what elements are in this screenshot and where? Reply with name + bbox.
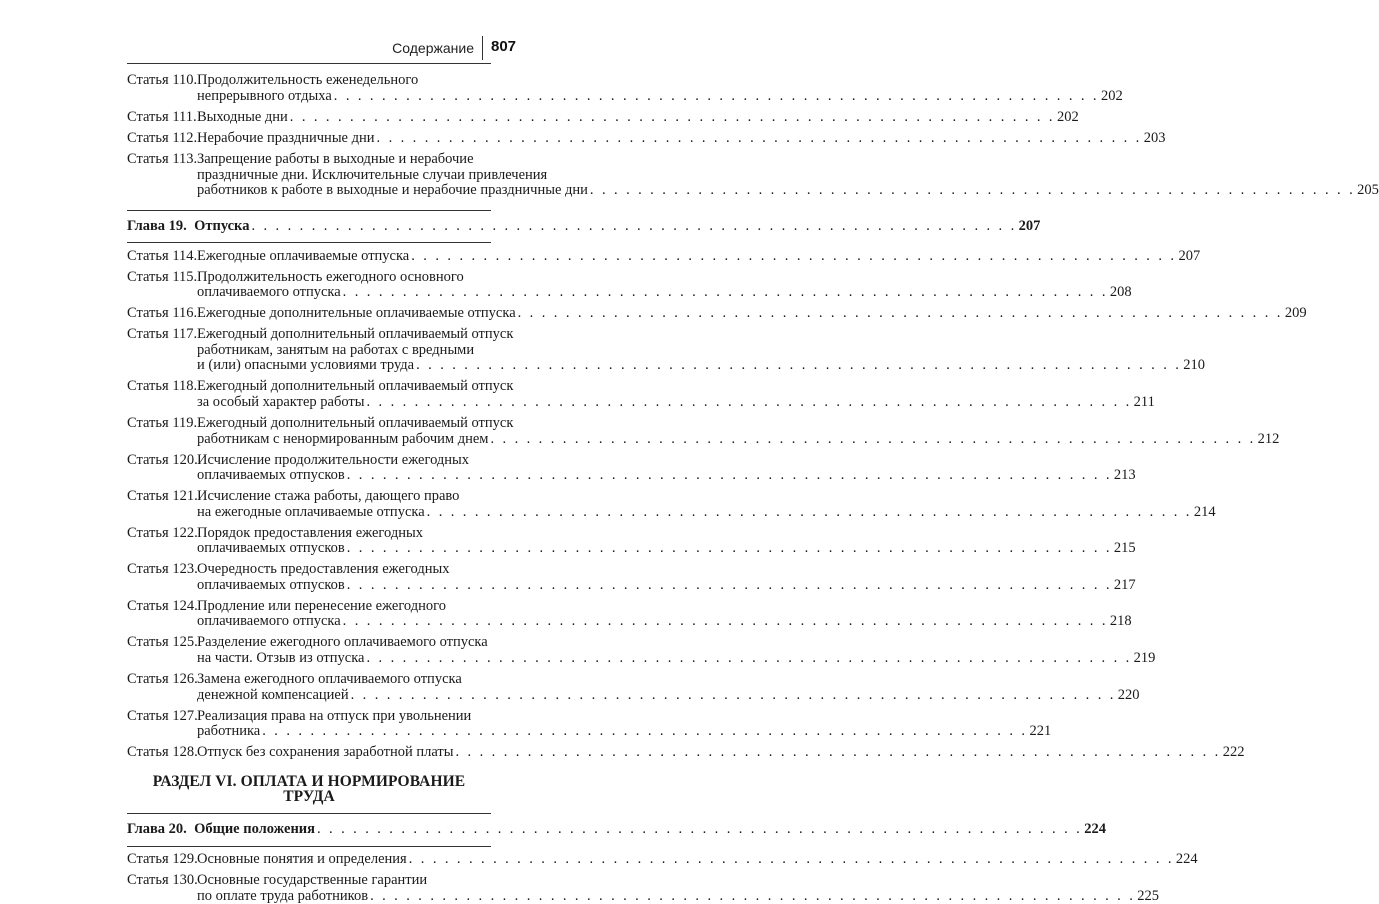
divider-rule [127,242,491,243]
toc-entry-article-124[interactable]: Статья 124.Продление или перенесение ежегодного оплачиваемого отпуска . . . . . . . . . . . . . . . . . . . . . . . . . . . . . . . . . . . . . . . . . . . . . . . . . . . . . . . . . . . . . . . . 218 [127,597,1132,630]
page-ref: 211 [1133,394,1155,411]
page-ref: 224 [1084,820,1106,837]
toc-entry-article-127[interactable]: Статья 127.Реализация права на отпуск при увольнении работника . . . . . . . . . . . . . . . . . . . . . . . . . . . . . . . . . . . . . . . . . . . . . . . . . . . . . . . . . . . . . . . . 221 [127,707,1052,740]
header-rule [127,63,491,64]
toc-entry-article-112[interactable]: Статья 112.Нерабочие праздничные дни . . . . . . . . . . . . . . . . . . . . . . . . . . . . . . . . . . . . . . . . . . . . . . . . . . . . . . . . . . . . . . . . 203 [127,129,1166,146]
toc-entry-article-110[interactable]: Статья 110.Продолжительность еженедельного непрерывного отдыха . . . . . . . . . . . . . . . . . . . . . . . . . . . . . . . . . . . . . . . . . . . . . . . . . . . . . . . . . . . . . . . . 202 [127,72,1123,104]
toc-entry-article-121[interactable]: Статья 121.Исчисление стажа работы, дающего право на ежегодные оплачиваемые отпуска . . . . . . . . . . . . . . . . . . . . . . . . . . . . . . . . . . . . . . . . . . . . . . . . . . . . . . . . . . . . . . . . 214 [127,488,1216,520]
toc-entry-article-119[interactable]: Статья 119.Ежегодный дополнительный оплачиваемый отпуск работникам с ненормированным рабочим днем . . . . . . . . . . . . . . . . . . . . . . . . . . . . . . . . . . . . . . . . . . . . . . . . . . . . . . . . . . . . . . . . 212 [127,415,1280,447]
toc-entry-article-129[interactable]: Статья 129.Основные понятия и определения . . . . . . . . . . . . . . . . . . . . . . . . . . . . . . . . . . . . . . . . . . . . . . . . . . . . . . . . . . . . . . . . 224 [127,850,1198,867]
page-ref: 207 [1178,247,1201,264]
toc-entry-article-117[interactable]: Статья 117.Ежегодный дополнительный оплачиваемый отпуск работникам, занятым на работах с вредными и (или) опасными условиями труда . . . . . . . . . . . . . . . . . . . . . . . . . . . . . . . . . . . . . . . . . . . . . . . . . . . . . . . . . . . . . . . . 210 [127,326,1206,374]
toc-entry-article-113[interactable]: Статья 113.Запрещение работы в выходные и нерабочие праздничные дни. Исключительные случаи привлечения работников к работе в выходные и нерабочие праздничные дни . . . . . . . . . . . . . . . . . . . . . . . . . . . . . . . . . . . . . . . . . . . . . . . . . . . . . . . . . . . . . . . . 205 [127,150,1379,199]
page-ref: 205 [1357,182,1379,199]
page-ref: 221 [1029,723,1052,740]
toc-chapter-19[interactable]: Глава 19. Отпуска . . . . . . . . . . . . . . . . . . . . . . . . . . . . . . . . . . . . . . . . . . . . . . . . . . . . . . . . . . . . . . . . 207 [127,217,1041,234]
page-ref: 212 [1257,430,1280,447]
page-ref: 202 [1056,108,1079,125]
page-ref: 217 [1113,576,1136,593]
page-ref: 210 [1183,357,1206,374]
page-ref: 222 [1222,744,1245,761]
page-ref: 225 [1137,887,1160,904]
page-ref: 202 [1100,87,1123,104]
toc-entry-article-114[interactable]: Статья 114.Ежегодные оплачиваемые отпуска . . . . . . . . . . . . . . . . . . . . . . . . . . . . . . . . . . . . . . . . . . . . . . . . . . . . . . . . . . . . . . . . 207 [127,247,1201,264]
toc-entry-article-118[interactable]: Статья 118.Ежегодный дополнительный оплачиваемый отпуск за особый характер работы . . . . . . . . . . . . . . . . . . . . . . . . . . . . . . . . . . . . . . . . . . . . . . . . . . . . . . . . . . . . . . . . 211 [127,378,1155,411]
toc-chapter-20[interactable]: Глава 20. Общие положения . . . . . . . . . . . . . . . . . . . . . . . . . . . . . . . . . . . . . . . . . . . . . . . . . . . . . . . . . . . . . . . . 224 [127,820,1106,837]
divider-rule [127,210,491,211]
page-ref: 224 [1175,850,1198,867]
toc-entry-article-126[interactable]: Статья 126.Замена ежегодного оплачиваемого отпуска денежной компенсацией . . . . . . . . . . . . . . . . . . . . . . . . . . . . . . . . . . . . . . . . . . . . . . . . . . . . . . . . . . . . . . . . 220 [127,671,1140,703]
toc-entry-article-122[interactable]: Статья 122.Порядок предоставления ежегодных оплачиваемых отпусков . . . . . . . . . . . . . . . . . . . . . . . . . . . . . . . . . . . . . . . . . . . . . . . . . . . . . . . . . . . . . . . . 215 [127,524,1136,557]
table-of-contents [127,68,1379,904]
header-page-number: 807 [491,38,517,55]
header-title: Содержание [392,40,474,56]
page-ref: 209 [1284,305,1307,322]
section-heading[interactable]: РАЗДЕЛ VI. ОПЛАТА И НОРМИРОВАНИЕ ТРУДА [152,772,466,806]
toc-entry-article-130[interactable]: Статья 130.Основные государственные гарантии по оплате труда работников . . . . . . . . . . . . . . . . . . . . . . . . . . . . . . . . . . . . . . . . . . . . . . . . . . . . . . . . . . . . . . . . 225 [127,871,1160,904]
page-ref: 215 [1113,540,1136,557]
page-ref: 207 [1018,217,1041,234]
toc-entry-article-116[interactable]: Статья 116.Ежегодные дополнительные оплачиваемые отпуска . . . . . . . . . . . . . . . . . . . . . . . . . . . . . . . . . . . . . . . . . . . . . . . . . . . . . . . . . . . . . . . . 209 [127,305,1307,322]
toc-entry-article-111[interactable]: Статья 111.Выходные дни . . . . . . . . . . . . . . . . . . . . . . . . . . . . . . . . . . . . . . . . . . . . . . . . . . . . . . . . . . . . . . . . 202 [127,108,1079,125]
divider-rule [127,846,491,847]
toc-entry-article-125[interactable]: Статья 125.Разделение ежегодного оплачиваемого отпуска на части. Отзыв из отпуска . . . . . . . . . . . . . . . . . . . . . . . . . . . . . . . . . . . . . . . . . . . . . . . . . . . . . . . . . . . . . . . . 219 [127,634,1156,667]
page-ref: 219 [1133,650,1156,667]
header-separator [482,36,483,60]
toc-entry-article-120[interactable]: Статья 120.Исчисление продолжительности ежегодных оплачиваемых отпусков . . . . . . . . . . . . . . . . . . . . . . . . . . . . . . . . . . . . . . . . . . . . . . . . . . . . . . . . . . . . . . . . 213 [127,451,1136,484]
toc-entry-article-123[interactable]: Статья 123.Очередность предоставления ежегодных оплачиваемых отпусков . . . . . . . . . . . . . . . . . . . . . . . . . . . . . . . . . . . . . . . . . . . . . . . . . . . . . . . . . . . . . . . . 217 [127,561,1136,593]
page-ref: 218 [1109,613,1132,630]
toc-entry-article-128[interactable]: Статья 128.Отпуск без сохранения заработной платы . . . . . . . . . . . . . . . . . . . . . . . . . . . . . . . . . . . . . . . . . . . . . . . . . . . . . . . . . . . . . . . . 222 [127,744,1245,761]
page-ref: 220 [1117,686,1140,703]
page-ref: 203 [1143,129,1166,146]
page-header [0,0,600,70]
divider-rule [127,813,491,814]
page-ref: 213 [1113,467,1136,484]
page-ref: 208 [1109,284,1132,301]
page-ref: 214 [1193,503,1216,520]
toc-entry-article-115[interactable]: Статья 115.Продолжительность ежегодного основного оплачиваемого отпуска . . . . . . . . . . . . . . . . . . . . . . . . . . . . . . . . . . . . . . . . . . . . . . . . . . . . . . . . . . . . . . . . 208 [127,268,1132,301]
